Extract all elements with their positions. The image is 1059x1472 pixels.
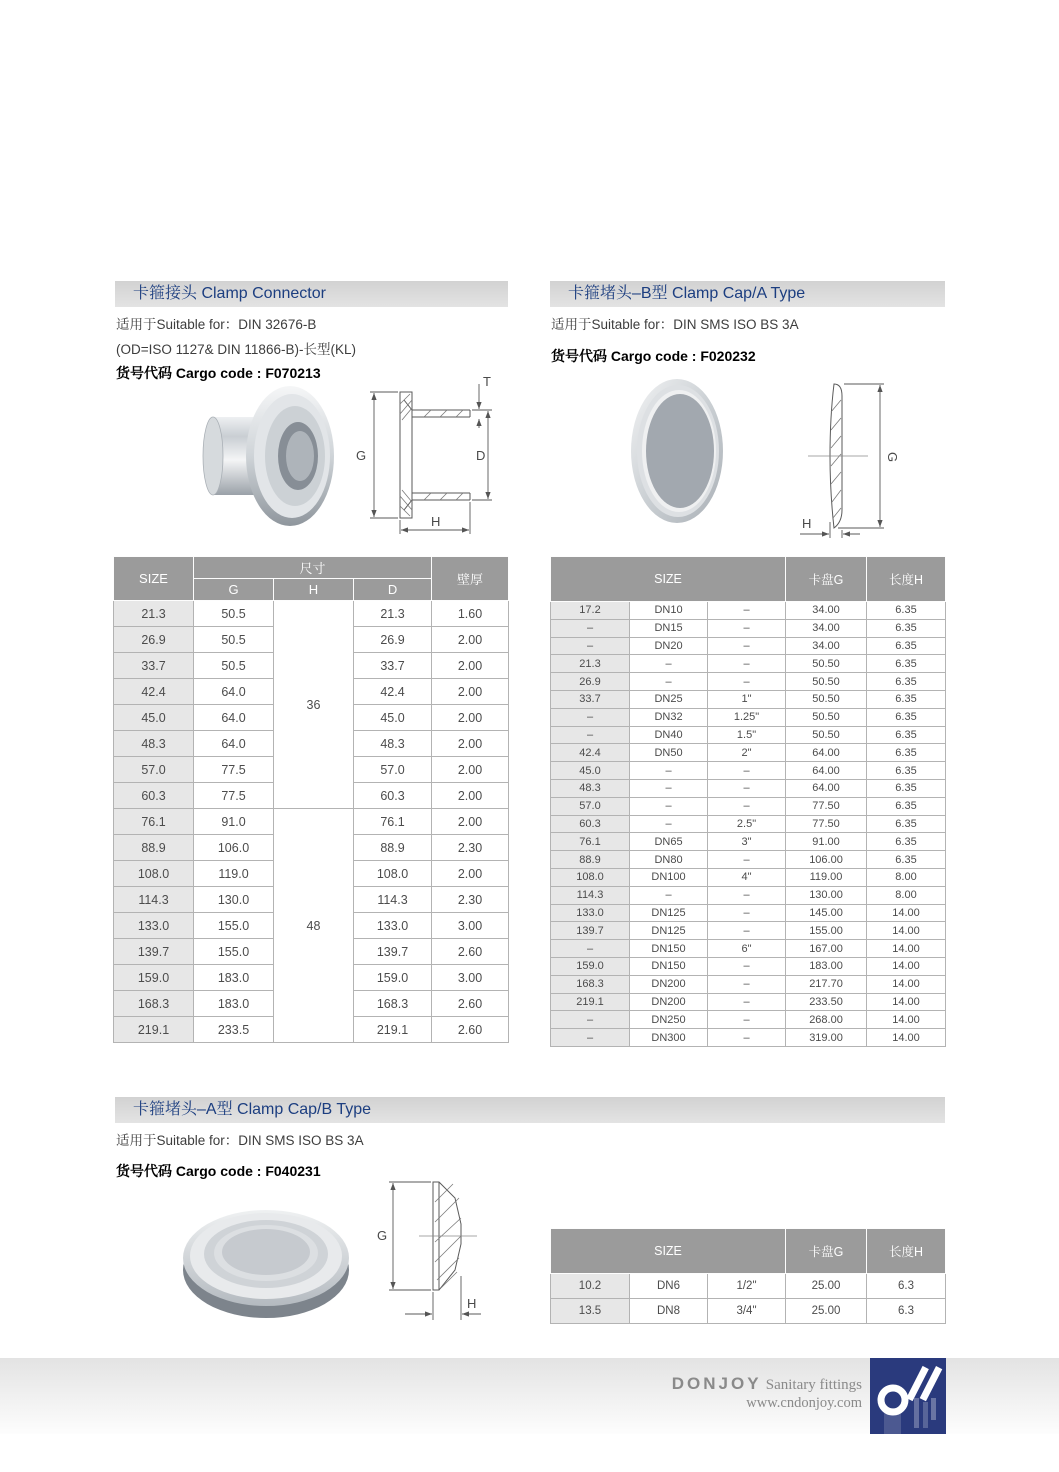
table-row bbox=[551, 922, 946, 940]
brand-tagline: Sanitary fittings bbox=[765, 1377, 862, 1393]
connector-suitable-line: 适用于Suitable for：DIN 32676-B bbox=[116, 317, 317, 332]
table-row bbox=[551, 957, 946, 975]
table-cell: 1/2" bbox=[708, 1274, 786, 1299]
table-cell: DN200 bbox=[630, 975, 708, 993]
table-row bbox=[551, 690, 946, 708]
table-cell: 33.7 bbox=[354, 653, 432, 679]
col-header-size: SIZE bbox=[114, 557, 194, 601]
table-cell: 6.35 bbox=[867, 779, 946, 797]
table-cell: 14.00 bbox=[867, 940, 946, 958]
table-cell: 2.30 bbox=[432, 835, 509, 861]
dim-label-d: D bbox=[476, 448, 486, 463]
table-cell: DN125 bbox=[630, 922, 708, 940]
table-row bbox=[114, 809, 509, 835]
cap-a-suitable-line: 适用于Suitable for：DIN SMS ISO BS 3A bbox=[551, 317, 799, 332]
table-cell: 6.35 bbox=[867, 797, 946, 815]
table-cell: 139.7 bbox=[551, 922, 630, 940]
table-cell: 64.0 bbox=[194, 679, 274, 705]
table-cell: 130.00 bbox=[786, 886, 867, 904]
dim-label-h: H bbox=[431, 514, 441, 529]
table-cell: 34.00 bbox=[786, 637, 867, 655]
table-cell: 133.0 bbox=[114, 913, 194, 939]
table-row bbox=[551, 708, 946, 726]
table-cell: 108.0 bbox=[354, 861, 432, 887]
table-cell: 76.1 bbox=[114, 809, 194, 835]
table-cell: 4" bbox=[708, 868, 786, 886]
dim-label-h: H bbox=[467, 1296, 477, 1311]
table-cell: 2.00 bbox=[432, 757, 509, 783]
table-cell: 6.35 bbox=[867, 762, 946, 780]
table-cell: 233.5 bbox=[194, 1017, 274, 1043]
table-cell: – bbox=[708, 957, 786, 975]
table-cell: 10.2 bbox=[551, 1274, 630, 1299]
table-cell: 34.00 bbox=[786, 619, 867, 637]
table-cell: 57.0 bbox=[114, 757, 194, 783]
table-cell: DN250 bbox=[630, 1011, 708, 1029]
table-cell: 88.9 bbox=[114, 835, 194, 861]
section-title-cap-a: 卡箍堵头–B型 Clamp Cap/A Type bbox=[568, 285, 806, 302]
table-cell: 6.35 bbox=[867, 690, 946, 708]
table-cell: DN125 bbox=[630, 904, 708, 922]
table-cell: 155.0 bbox=[194, 913, 274, 939]
table-cell: 2.30 bbox=[432, 887, 509, 913]
table-cell: 2.00 bbox=[432, 783, 509, 809]
table-cell: – bbox=[708, 762, 786, 780]
table-cell: 6.35 bbox=[867, 833, 946, 851]
table-cell: 2" bbox=[708, 744, 786, 762]
cap-b-product-image bbox=[178, 1192, 353, 1332]
table-cell: 6.3 bbox=[867, 1274, 946, 1299]
table-cell: 60.3 bbox=[551, 815, 630, 833]
table-cell: 2.00 bbox=[432, 627, 509, 653]
table-cell: – bbox=[708, 655, 786, 673]
table-cell: 2.60 bbox=[432, 1017, 509, 1043]
table-cell: 25.00 bbox=[786, 1274, 867, 1299]
table-cell: 50.50 bbox=[786, 690, 867, 708]
table-cell: 45.0 bbox=[114, 705, 194, 731]
table-row bbox=[551, 904, 946, 922]
table-cell: 36 bbox=[274, 601, 354, 809]
table-row bbox=[551, 655, 946, 673]
table-cell: 268.00 bbox=[786, 1011, 867, 1029]
table-cell: 167.00 bbox=[786, 940, 867, 958]
table-row bbox=[551, 975, 946, 993]
table-cell: 6.3 bbox=[867, 1299, 946, 1324]
table-cell: 57.0 bbox=[551, 797, 630, 815]
table-row bbox=[114, 601, 509, 627]
table-cell: 50.50 bbox=[786, 708, 867, 726]
table-cell: 2.00 bbox=[432, 653, 509, 679]
table-cell: 13.5 bbox=[551, 1299, 630, 1324]
cap-a-dimension-drawing bbox=[780, 372, 910, 544]
table-cell: 2.00 bbox=[432, 705, 509, 731]
table-cell: 88.9 bbox=[551, 851, 630, 869]
table-cell: 77.5 bbox=[194, 757, 274, 783]
cap-b-cargo-code: 货号代码 Cargo code : F040231 bbox=[116, 1163, 321, 1179]
table-cell: 64.00 bbox=[786, 779, 867, 797]
connector-suitable-line2: (OD=ISO 1127& DIN 11866-B)-长型(KL) bbox=[116, 342, 356, 357]
table-cell: – bbox=[708, 993, 786, 1011]
table-cell: 114.3 bbox=[114, 887, 194, 913]
table-row bbox=[551, 993, 946, 1011]
table-cell: 219.1 bbox=[551, 993, 630, 1011]
table-cell: 64.0 bbox=[194, 705, 274, 731]
cap-b-table bbox=[550, 1228, 946, 1324]
table-row bbox=[551, 726, 946, 744]
table-cell: 17.2 bbox=[551, 602, 630, 620]
table-cell: DN50 bbox=[630, 744, 708, 762]
table-row bbox=[551, 619, 946, 637]
table-cell: 26.9 bbox=[551, 673, 630, 691]
table-cell: 42.4 bbox=[551, 744, 630, 762]
table-cell: 8.00 bbox=[867, 868, 946, 886]
table-cell: 168.3 bbox=[551, 975, 630, 993]
table-cell: – bbox=[708, 619, 786, 637]
table-row bbox=[551, 851, 946, 869]
table-cell: 183.0 bbox=[194, 991, 274, 1017]
table-cell: 91.0 bbox=[194, 809, 274, 835]
table-cell: 25.00 bbox=[786, 1299, 867, 1324]
table-cell: 6.35 bbox=[867, 708, 946, 726]
col-header-size: SIZE bbox=[551, 1229, 786, 1274]
table-cell: – bbox=[630, 655, 708, 673]
cap-b-table-body bbox=[551, 1274, 946, 1324]
table-cell: 217.70 bbox=[786, 975, 867, 993]
table-cell: 139.7 bbox=[354, 939, 432, 965]
table-cell: 119.00 bbox=[786, 868, 867, 886]
table-cell: 114.3 bbox=[354, 887, 432, 913]
table-cell: 6.35 bbox=[867, 673, 946, 691]
col-header-size: SIZE bbox=[551, 557, 786, 602]
table-cell: – bbox=[708, 886, 786, 904]
table-row bbox=[551, 1299, 946, 1324]
table-cell: 57.0 bbox=[354, 757, 432, 783]
table-cell: – bbox=[708, 851, 786, 869]
table-cell: 77.5 bbox=[194, 783, 274, 809]
table-cell: – bbox=[630, 762, 708, 780]
table-cell: 159.0 bbox=[551, 957, 630, 975]
table-cell: 183.0 bbox=[194, 965, 274, 991]
table-cell: 3.00 bbox=[432, 965, 509, 991]
table-cell: 21.3 bbox=[551, 655, 630, 673]
table-cell: 114.3 bbox=[551, 886, 630, 904]
table-cell: DN200 bbox=[630, 993, 708, 1011]
cap-a-table-body bbox=[551, 602, 946, 1047]
table-cell: 159.0 bbox=[114, 965, 194, 991]
table-cell: 14.00 bbox=[867, 975, 946, 993]
section-title-cap-b: 卡箍堵头–A型 Clamp Cap/B Type bbox=[133, 1101, 372, 1118]
table-cell: – bbox=[708, 1029, 786, 1047]
table-cell: 133.0 bbox=[354, 913, 432, 939]
table-cell: 21.3 bbox=[354, 601, 432, 627]
table-cell: 48.3 bbox=[354, 731, 432, 757]
table-cell: DN8 bbox=[630, 1299, 708, 1324]
table-cell: – bbox=[551, 726, 630, 744]
table-cell: 91.00 bbox=[786, 833, 867, 851]
table-cell: 88.9 bbox=[354, 835, 432, 861]
table-row bbox=[551, 637, 946, 655]
table-cell: 1.5" bbox=[708, 726, 786, 744]
table-cell: DN80 bbox=[630, 851, 708, 869]
table-cell: 26.9 bbox=[114, 627, 194, 653]
table-cell: DN150 bbox=[630, 940, 708, 958]
table-row bbox=[551, 815, 946, 833]
table-cell: 45.0 bbox=[354, 705, 432, 731]
table-cell: 3" bbox=[708, 833, 786, 851]
table-cell: DN25 bbox=[630, 690, 708, 708]
col-header-d: D bbox=[354, 579, 432, 601]
table-cell: 60.3 bbox=[114, 783, 194, 809]
table-cell: 50.50 bbox=[786, 726, 867, 744]
cap-a-product-image bbox=[628, 376, 728, 526]
table-row bbox=[551, 1029, 946, 1047]
table-cell: 50.5 bbox=[194, 627, 274, 653]
table-cell: 50.5 bbox=[194, 601, 274, 627]
table-cell: 219.1 bbox=[114, 1017, 194, 1043]
col-header-h: H bbox=[274, 579, 354, 601]
table-cell: – bbox=[630, 797, 708, 815]
table-cell: – bbox=[630, 779, 708, 797]
table-cell: 34.00 bbox=[786, 602, 867, 620]
table-cell: 60.3 bbox=[354, 783, 432, 809]
table-cell: DN65 bbox=[630, 833, 708, 851]
table-cell: DN150 bbox=[630, 957, 708, 975]
table-cell: 319.00 bbox=[786, 1029, 867, 1047]
table-cell: 21.3 bbox=[114, 601, 194, 627]
connector-product-image bbox=[185, 383, 345, 531]
table-cell: 64.0 bbox=[194, 731, 274, 757]
table-cell: 108.0 bbox=[114, 861, 194, 887]
table-cell: 155.00 bbox=[786, 922, 867, 940]
col-header-g: G bbox=[194, 579, 274, 601]
table-row bbox=[551, 673, 946, 691]
table-cell: 6.35 bbox=[867, 602, 946, 620]
table-row bbox=[551, 797, 946, 815]
table-cell: 33.7 bbox=[114, 653, 194, 679]
cap-a-table bbox=[550, 556, 946, 1047]
col-header-h: 长度H bbox=[867, 1229, 946, 1274]
table-cell: 42.4 bbox=[354, 679, 432, 705]
table-cell: 6" bbox=[708, 940, 786, 958]
table-cell: 139.7 bbox=[114, 939, 194, 965]
table-cell: 106.0 bbox=[194, 835, 274, 861]
table-cell: – bbox=[708, 922, 786, 940]
table-cell: 48.3 bbox=[551, 779, 630, 797]
table-row bbox=[551, 762, 946, 780]
table-cell: 145.00 bbox=[786, 904, 867, 922]
table-row bbox=[551, 833, 946, 851]
table-cell: – bbox=[551, 619, 630, 637]
table-cell: 2.60 bbox=[432, 939, 509, 965]
table-cell: 42.4 bbox=[114, 679, 194, 705]
table-cell: 8.00 bbox=[867, 886, 946, 904]
table-cell: 14.00 bbox=[867, 922, 946, 940]
footer-text-block bbox=[672, 1374, 862, 1412]
table-cell: 45.0 bbox=[551, 762, 630, 780]
table-cell: 14.00 bbox=[867, 904, 946, 922]
table-cell: 2.00 bbox=[432, 679, 509, 705]
col-header-wall: 壁厚 bbox=[432, 557, 509, 601]
table-cell: 2.00 bbox=[432, 861, 509, 887]
table-cell: DN20 bbox=[630, 637, 708, 655]
table-cell: 106.00 bbox=[786, 851, 867, 869]
connector-dimension-drawing bbox=[352, 370, 497, 545]
table-cell: DN300 bbox=[630, 1029, 708, 1047]
table-cell: 1" bbox=[708, 690, 786, 708]
table-cell: 2.00 bbox=[432, 809, 509, 835]
dim-label-h: H bbox=[802, 516, 812, 531]
table-cell: 6.35 bbox=[867, 851, 946, 869]
table-row bbox=[551, 602, 946, 620]
col-header-g: 卡盘G bbox=[786, 557, 867, 602]
cap-a-table-head bbox=[551, 557, 946, 602]
table-cell: – bbox=[551, 940, 630, 958]
table-cell: – bbox=[630, 815, 708, 833]
table-cell: 6.35 bbox=[867, 744, 946, 762]
table-cell: – bbox=[708, 1011, 786, 1029]
table-cell: 33.7 bbox=[551, 690, 630, 708]
table-row bbox=[551, 1011, 946, 1029]
table-cell: 50.50 bbox=[786, 655, 867, 673]
table-cell: – bbox=[630, 886, 708, 904]
table-cell: 77.50 bbox=[786, 797, 867, 815]
table-cell: 64.00 bbox=[786, 744, 867, 762]
table-cell: 219.1 bbox=[354, 1017, 432, 1043]
table-cell: 6.35 bbox=[867, 726, 946, 744]
table-cell: 6.35 bbox=[867, 619, 946, 637]
table-cell: 2.60 bbox=[432, 991, 509, 1017]
cap-b-dimension-drawing bbox=[375, 1172, 485, 1330]
cap-b-suitable-line: 适用于Suitable for：DIN SMS ISO BS 3A bbox=[116, 1133, 364, 1148]
col-header-g: 卡盘G bbox=[786, 1229, 867, 1274]
table-row bbox=[551, 940, 946, 958]
table-cell: DN6 bbox=[630, 1274, 708, 1299]
col-header-h: 长度H bbox=[867, 557, 946, 602]
table-cell: 1.60 bbox=[432, 601, 509, 627]
table-cell: – bbox=[551, 1011, 630, 1029]
table-cell: 183.00 bbox=[786, 957, 867, 975]
table-cell: – bbox=[551, 708, 630, 726]
table-cell: 3/4" bbox=[708, 1299, 786, 1324]
table-row bbox=[551, 744, 946, 762]
table-cell: DN10 bbox=[630, 602, 708, 620]
table-cell: 6.35 bbox=[867, 637, 946, 655]
table-cell: 14.00 bbox=[867, 993, 946, 1011]
table-row bbox=[551, 1274, 946, 1299]
table-cell: 77.50 bbox=[786, 815, 867, 833]
table-cell: 76.1 bbox=[354, 809, 432, 835]
table-cell: 133.0 bbox=[551, 904, 630, 922]
brand-url: www.cndonjoy.com bbox=[746, 1395, 862, 1411]
dim-label-t: T bbox=[483, 374, 491, 389]
table-row bbox=[551, 779, 946, 797]
table-cell: – bbox=[708, 673, 786, 691]
table-cell: – bbox=[708, 975, 786, 993]
table-cell: – bbox=[551, 1029, 630, 1047]
table-cell: – bbox=[708, 637, 786, 655]
table-cell: DN15 bbox=[630, 619, 708, 637]
table-cell: 155.0 bbox=[194, 939, 274, 965]
table-cell: 1.25" bbox=[708, 708, 786, 726]
table-cell: – bbox=[630, 673, 708, 691]
table-cell: 108.0 bbox=[551, 868, 630, 886]
table-cell: 50.5 bbox=[194, 653, 274, 679]
connector-table-body bbox=[114, 601, 509, 1043]
table-cell: 26.9 bbox=[354, 627, 432, 653]
cap-b-table-head bbox=[551, 1229, 946, 1274]
donjoy-logo-icon bbox=[870, 1358, 946, 1434]
table-cell: 48.3 bbox=[114, 731, 194, 757]
dim-label-g: G bbox=[885, 452, 900, 463]
table-cell: – bbox=[708, 779, 786, 797]
table-cell: – bbox=[708, 904, 786, 922]
table-cell: 159.0 bbox=[354, 965, 432, 991]
table-cell: 48 bbox=[274, 809, 354, 1043]
cap-a-cargo-code: 货号代码 Cargo code : F020232 bbox=[551, 348, 756, 364]
table-row bbox=[551, 886, 946, 904]
section-header-connector bbox=[115, 281, 508, 307]
table-cell: 119.0 bbox=[194, 861, 274, 887]
table-cell: 50.50 bbox=[786, 673, 867, 691]
table-cell: 6.35 bbox=[867, 655, 946, 673]
table-cell: 64.00 bbox=[786, 762, 867, 780]
table-cell: – bbox=[551, 637, 630, 655]
table-cell: – bbox=[708, 797, 786, 815]
table-cell: 2.00 bbox=[432, 731, 509, 757]
connector-table bbox=[113, 556, 509, 1043]
connector-table-head bbox=[114, 557, 509, 601]
table-cell: DN32 bbox=[630, 708, 708, 726]
table-cell: 14.00 bbox=[867, 1011, 946, 1029]
section-header-cap-b bbox=[115, 1097, 945, 1123]
table-cell: – bbox=[708, 602, 786, 620]
table-cell: 14.00 bbox=[867, 1029, 946, 1047]
table-cell: 233.50 bbox=[786, 993, 867, 1011]
table-cell: 168.3 bbox=[354, 991, 432, 1017]
table-row bbox=[551, 868, 946, 886]
table-cell: 168.3 bbox=[114, 991, 194, 1017]
table-cell: 3.00 bbox=[432, 913, 509, 939]
table-cell: 76.1 bbox=[551, 833, 630, 851]
col-header-dim: 尺寸 bbox=[194, 557, 432, 579]
table-cell: 130.0 bbox=[194, 887, 274, 913]
table-cell: DN100 bbox=[630, 868, 708, 886]
table-cell: 2.5" bbox=[708, 815, 786, 833]
dim-label-g: G bbox=[356, 448, 367, 463]
table-cell: 6.35 bbox=[867, 815, 946, 833]
table-cell: DN40 bbox=[630, 726, 708, 744]
section-header-cap-a bbox=[550, 281, 945, 307]
section-title-connector: 卡箍接头 Clamp Connector bbox=[133, 285, 326, 302]
table-cell: 14.00 bbox=[867, 957, 946, 975]
brand-name: DONJOY bbox=[671, 1374, 762, 1393]
dim-label-g: G bbox=[377, 1228, 388, 1243]
connector-cargo-code: 货号代码 Cargo code : F070213 bbox=[116, 365, 321, 381]
